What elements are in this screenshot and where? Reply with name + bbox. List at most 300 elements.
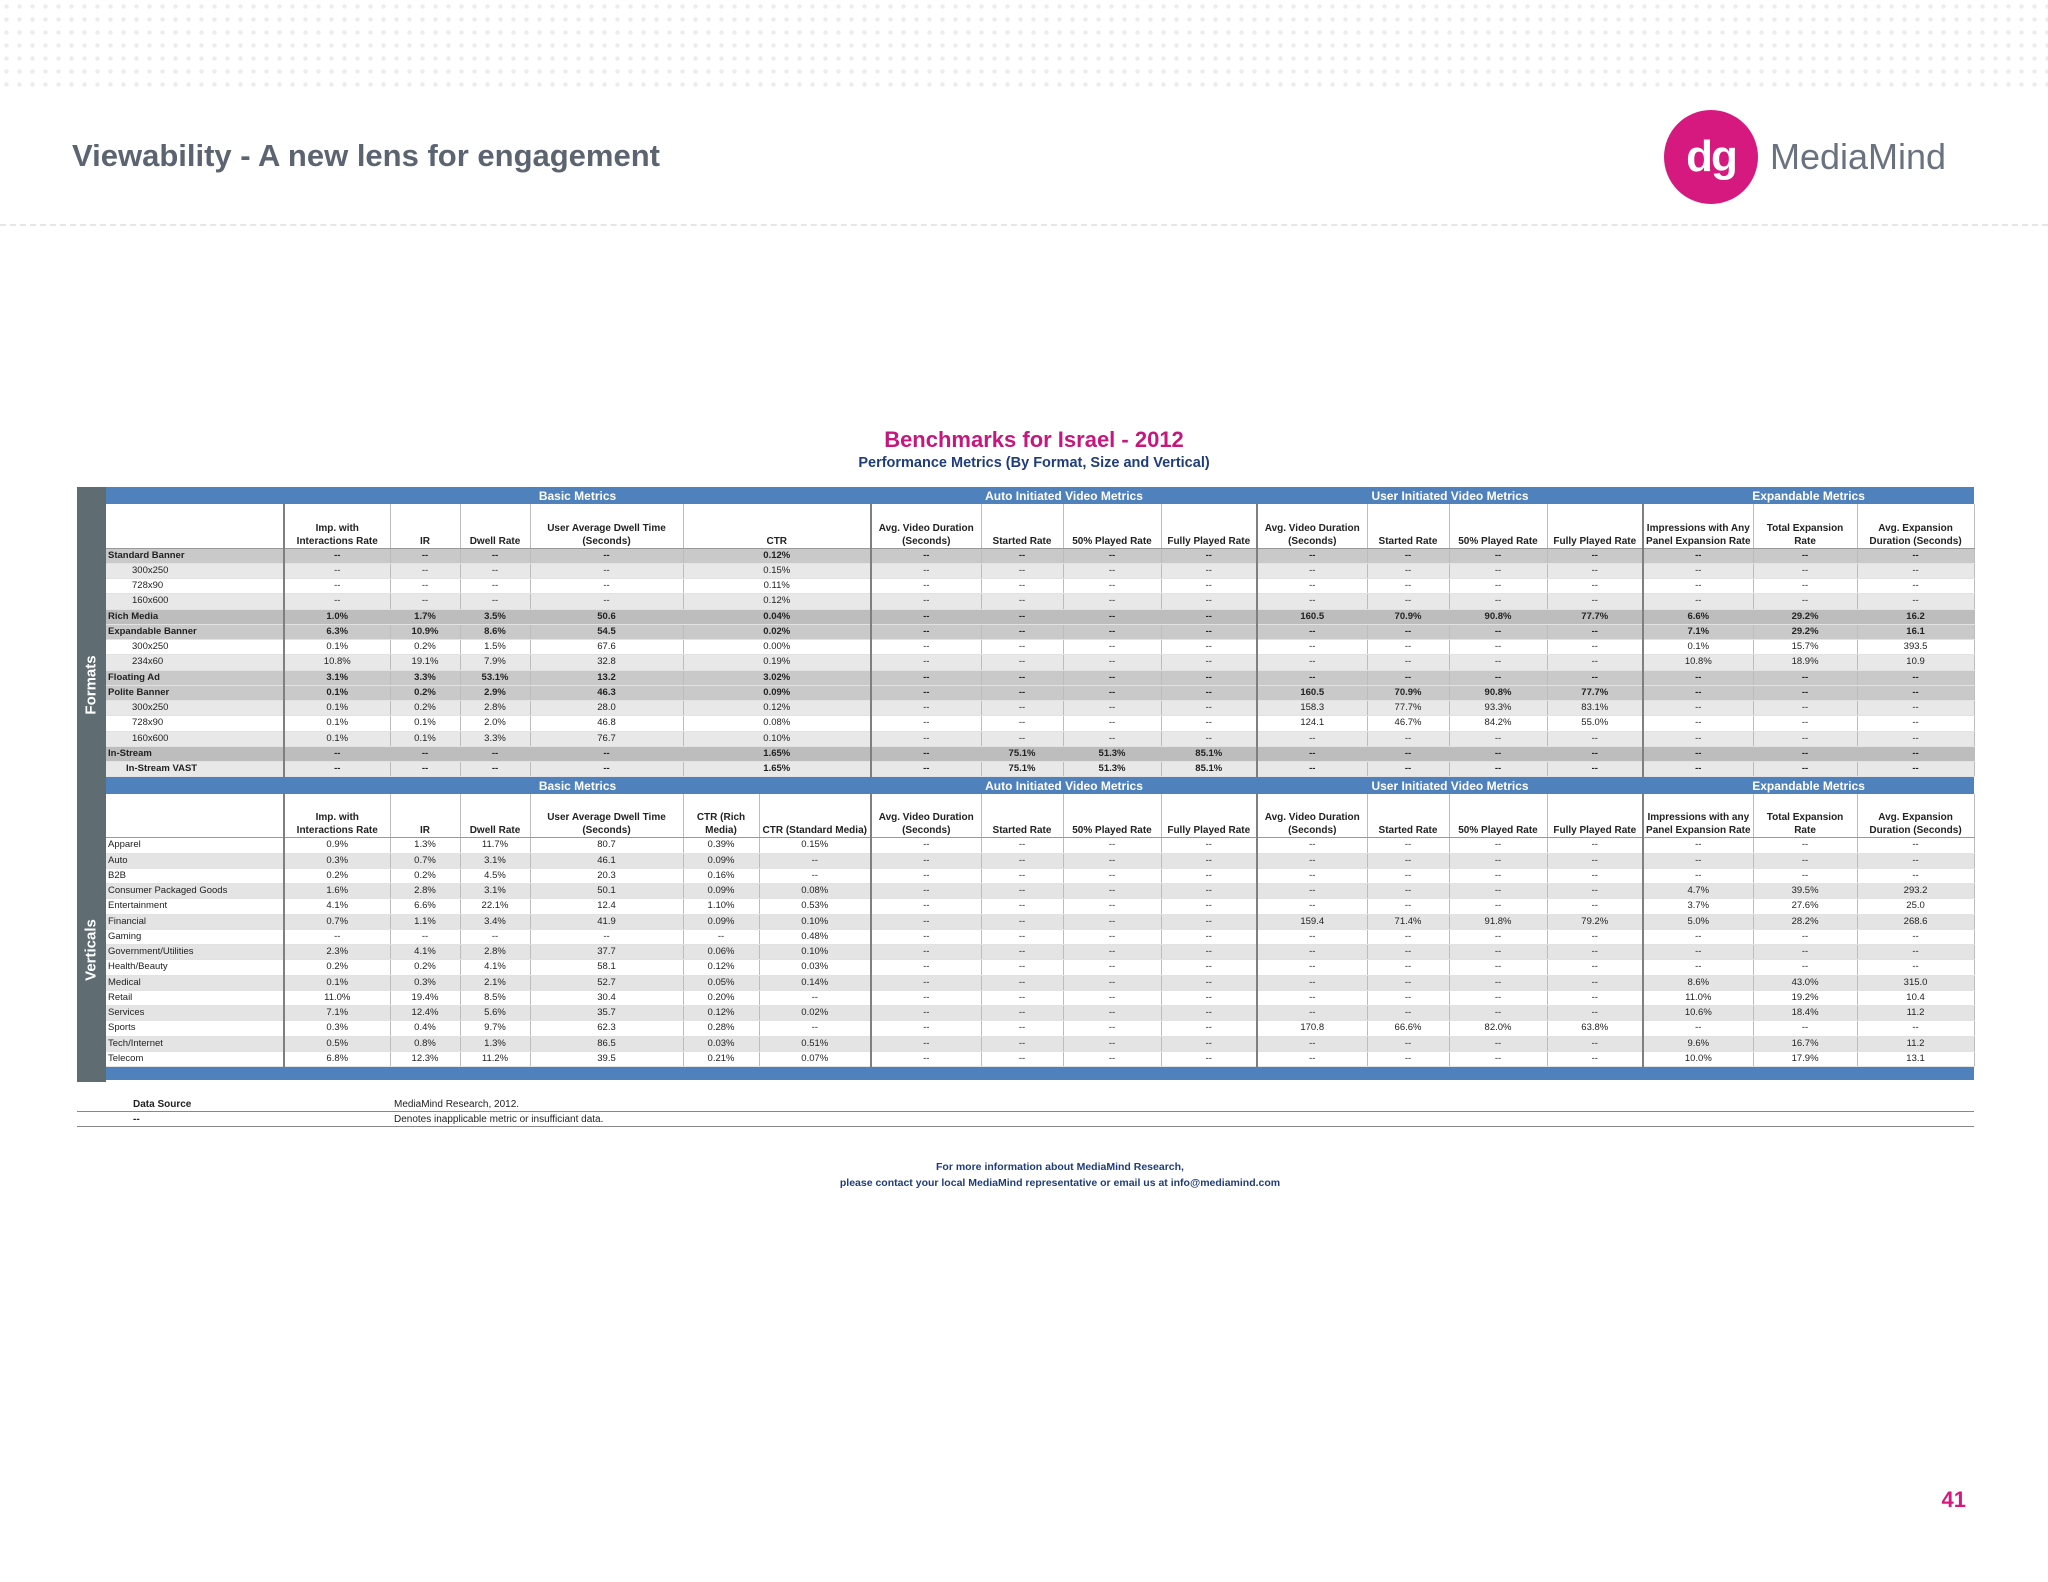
column-header: CTR <box>683 504 871 548</box>
row-label: 160x600 <box>106 731 284 746</box>
cell-value: -- <box>1857 945 1974 960</box>
cell-value: -- <box>1063 609 1161 624</box>
cell-value: -- <box>1643 701 1753 716</box>
cell-value: -- <box>871 990 981 1005</box>
cell-value: -- <box>1449 1051 1547 1066</box>
cell-value: 0.1% <box>284 975 390 990</box>
cell-value: 1.0% <box>284 609 390 624</box>
cell-value: 0.1% <box>284 640 390 655</box>
cell-value: -- <box>1367 731 1449 746</box>
contact-line-2: please contact your local MediaMind representative or email us at info@mediamind.com <box>839 1177 1281 1189</box>
cell-value: -- <box>1367 990 1449 1005</box>
cell-value: 3.02% <box>683 670 871 685</box>
cell-value: 10.6% <box>1643 1006 1753 1021</box>
verticals-column-headers <box>106 794 1974 838</box>
cell-value: 1.6% <box>284 884 390 899</box>
cell-value: -- <box>1257 853 1367 868</box>
cell-value: 0.39% <box>683 838 759 853</box>
cell-value: 2.9% <box>460 685 530 700</box>
cell-value: -- <box>981 548 1063 563</box>
cell-value: 170.8 <box>1257 1021 1367 1036</box>
cell-value: -- <box>1547 548 1643 563</box>
cell-value: -- <box>1367 655 1449 670</box>
cell-value: 5.0% <box>1643 914 1753 929</box>
cell-value: -- <box>530 548 683 563</box>
cell-value: -- <box>1547 945 1643 960</box>
cell-value: -- <box>1063 548 1161 563</box>
cell-value: 0.02% <box>683 624 871 639</box>
cell-value: -- <box>1367 594 1449 609</box>
cell-value: 0.04% <box>683 609 871 624</box>
format-row <box>106 548 1974 563</box>
cell-value: 2.0% <box>460 716 530 731</box>
cell-value: -- <box>1857 685 1974 700</box>
report-title: Benchmarks for Israel - 2012 <box>884 427 1184 452</box>
cell-value: 0.12% <box>683 548 871 563</box>
cell-value: -- <box>981 594 1063 609</box>
row-label: Consumer Packaged Goods <box>106 884 284 899</box>
column-header: Avg. Video Duration (Seconds) <box>1257 504 1367 548</box>
column-header: Total Expansion Rate <box>1753 504 1857 548</box>
contact-line-1: For more information about MediaMind Research, <box>936 1161 1184 1173</box>
benchmark-table <box>106 487 1975 1080</box>
cell-value: -- <box>1449 945 1547 960</box>
cell-value: 80.7 <box>530 838 683 853</box>
cell-value: -- <box>1063 685 1161 700</box>
cell-value: 25.0 <box>1857 899 1974 914</box>
cell-value: 3.1% <box>460 884 530 899</box>
cell-value: 0.2% <box>390 868 460 883</box>
column-header: 50% Played Rate <box>1063 504 1161 548</box>
cell-value: -- <box>871 640 981 655</box>
cell-value: -- <box>1753 838 1857 853</box>
cell-value: -- <box>1753 746 1857 761</box>
cell-value: -- <box>871 868 981 883</box>
vertical-row <box>106 929 1974 944</box>
cell-value: -- <box>1367 746 1449 761</box>
cell-value: -- <box>1547 563 1643 578</box>
cell-value: 4.1% <box>390 945 460 960</box>
cell-value: -- <box>1367 640 1449 655</box>
row-label: Polite Banner <box>106 685 284 700</box>
cell-value: 70.9% <box>1367 685 1449 700</box>
cell-value: 50.6 <box>530 609 683 624</box>
row-label: Expandable Banner <box>106 624 284 639</box>
cell-value: -- <box>1161 624 1257 639</box>
cell-value: -- <box>1643 868 1753 883</box>
cell-value: -- <box>1161 884 1257 899</box>
cell-value: -- <box>1063 624 1161 639</box>
cell-value: 85.1% <box>1161 746 1257 761</box>
cell-value: -- <box>1753 701 1857 716</box>
cell-value: -- <box>1643 685 1753 700</box>
cell-value: -- <box>1449 670 1547 685</box>
cell-value: 0.10% <box>683 731 871 746</box>
cell-value: 71.4% <box>1367 914 1449 929</box>
cell-value: -- <box>981 563 1063 578</box>
column-header: Dwell Rate <box>460 794 530 838</box>
cell-value: -- <box>1857 929 1974 944</box>
cell-value: 19.1% <box>390 655 460 670</box>
cell-value: 50.1 <box>530 884 683 899</box>
cell-value: 3.5% <box>460 609 530 624</box>
cell-value: -- <box>981 655 1063 670</box>
cell-value: 54.5 <box>530 624 683 639</box>
cell-value: -- <box>1063 731 1161 746</box>
cell-value: 0.20% <box>683 990 759 1005</box>
cell-value: 22.1% <box>460 899 530 914</box>
cell-value: -- <box>871 655 981 670</box>
cell-value: -- <box>1161 670 1257 685</box>
cell-value: -- <box>1161 716 1257 731</box>
cell-value: -- <box>1449 975 1547 990</box>
cell-value: 51.3% <box>1063 746 1161 761</box>
column-header: Avg. Video Duration (Seconds) <box>871 504 981 548</box>
cell-value: -- <box>1547 884 1643 899</box>
cell-value: -- <box>1161 868 1257 883</box>
format-row <box>106 685 1974 700</box>
cell-value: 0.11% <box>683 579 871 594</box>
cell-value: 18.9% <box>1753 655 1857 670</box>
cell-value: 93.3% <box>1449 701 1547 716</box>
cell-value: -- <box>1161 609 1257 624</box>
cell-value: -- <box>1257 929 1367 944</box>
cell-value: 0.1% <box>284 701 390 716</box>
cell-value: -- <box>1449 563 1547 578</box>
cell-value: 160.5 <box>1257 685 1367 700</box>
cell-value: -- <box>1753 548 1857 563</box>
cell-value: -- <box>1161 899 1257 914</box>
column-header: Dwell Rate <box>460 504 530 548</box>
cell-value: -- <box>1857 716 1974 731</box>
cell-value: -- <box>1161 1006 1257 1021</box>
column-header: 50% Played Rate <box>1063 794 1161 838</box>
cell-value: -- <box>1161 945 1257 960</box>
cell-value: -- <box>390 929 460 944</box>
cell-value: -- <box>1063 594 1161 609</box>
cell-value: 8.6% <box>1643 975 1753 990</box>
cell-value: 11.2 <box>1857 1036 1974 1051</box>
row-label: Retail <box>106 990 284 1005</box>
cell-value: 15.7% <box>1753 640 1857 655</box>
cell-value: 0.2% <box>390 701 460 716</box>
cell-value: -- <box>1257 945 1367 960</box>
cell-value: -- <box>1367 838 1449 853</box>
report-subtitle: Performance Metrics (By Format, Size and Vertical) <box>858 455 1210 471</box>
cell-value: -- <box>871 594 981 609</box>
cell-value: 10.0% <box>1643 1051 1753 1066</box>
cell-value: -- <box>1449 899 1547 914</box>
cell-value: -- <box>1257 640 1367 655</box>
cell-value: -- <box>1367 579 1449 594</box>
section-auto-video-metrics: Auto Initiated Video Metrics <box>871 777 1257 794</box>
cell-value: -- <box>1257 975 1367 990</box>
cell-value: 58.1 <box>530 960 683 975</box>
cell-value: 29.2% <box>1753 624 1857 639</box>
column-header: Avg. Video Duration (Seconds) <box>871 794 981 838</box>
cell-value: -- <box>1449 594 1547 609</box>
vertical-row <box>106 914 1974 929</box>
cell-value: 19.4% <box>390 990 460 1005</box>
cell-value: -- <box>1449 624 1547 639</box>
cell-value: -- <box>1367 563 1449 578</box>
cell-value: 7.1% <box>1643 624 1753 639</box>
cell-value: 79.2% <box>1547 914 1643 929</box>
column-header: User Average Dwell Time (Seconds) <box>530 504 683 548</box>
cell-value: -- <box>1063 655 1161 670</box>
cell-value: -- <box>1547 731 1643 746</box>
cell-value: -- <box>530 929 683 944</box>
cell-value: 0.1% <box>284 731 390 746</box>
cell-value: -- <box>1643 960 1753 975</box>
cell-value: 77.7% <box>1547 685 1643 700</box>
cell-value: -- <box>1857 762 1974 777</box>
cell-value: -- <box>1063 884 1161 899</box>
cell-value: 0.2% <box>284 960 390 975</box>
column-header: CTR (Rich Media) <box>683 794 759 838</box>
cell-value: -- <box>1857 563 1974 578</box>
format-row <box>106 579 1974 594</box>
cell-value: -- <box>1063 853 1161 868</box>
cell-value: 0.3% <box>284 1021 390 1036</box>
vertical-row <box>106 945 1974 960</box>
cell-value: -- <box>1547 990 1643 1005</box>
cell-value: 52.7 <box>530 975 683 990</box>
cell-value: -- <box>1547 594 1643 609</box>
cell-value: -- <box>1367 853 1449 868</box>
cell-value: 0.48% <box>759 929 871 944</box>
cell-value: -- <box>1643 762 1753 777</box>
cell-value: 39.5% <box>1753 884 1857 899</box>
cell-value: 0.4% <box>390 1021 460 1036</box>
cell-value: -- <box>981 640 1063 655</box>
cell-value: -- <box>981 914 1063 929</box>
cell-value: -- <box>871 670 981 685</box>
cell-value: -- <box>1257 838 1367 853</box>
cell-value: -- <box>1449 868 1547 883</box>
cell-value: 0.1% <box>1643 640 1753 655</box>
cell-value: 0.09% <box>683 685 871 700</box>
format-row <box>106 640 1974 655</box>
cell-value: 0.21% <box>683 1051 759 1066</box>
cell-value: 75.1% <box>981 746 1063 761</box>
cell-value: -- <box>871 975 981 990</box>
row-label: Floating Ad <box>106 670 284 685</box>
cell-value: -- <box>1547 670 1643 685</box>
cell-value: 41.9 <box>530 914 683 929</box>
cell-value: -- <box>1257 594 1367 609</box>
cell-value: 0.8% <box>390 1036 460 1051</box>
column-header: Total Expansion Rate <box>1753 794 1857 838</box>
cell-value: -- <box>460 929 530 944</box>
cell-value: 3.4% <box>460 914 530 929</box>
format-row <box>106 609 1974 624</box>
cell-value: -- <box>871 838 981 853</box>
page-number: 41 <box>1941 1487 1966 1512</box>
cell-value: 43.0% <box>1753 975 1857 990</box>
cell-value: -- <box>871 701 981 716</box>
cell-value: -- <box>1367 624 1449 639</box>
cell-value: -- <box>1449 960 1547 975</box>
cell-value: 86.5 <box>530 1036 683 1051</box>
cell-value: 7.1% <box>284 1006 390 1021</box>
cell-value: 0.1% <box>390 731 460 746</box>
cell-value: 0.28% <box>683 1021 759 1036</box>
cell-value: 0.15% <box>683 563 871 578</box>
note-key: -- <box>133 1114 140 1125</box>
cell-value: -- <box>1449 1006 1547 1021</box>
row-label: In-Stream <box>106 746 284 761</box>
cell-value: 29.2% <box>1753 609 1857 624</box>
cell-value: -- <box>530 762 683 777</box>
cell-value: -- <box>1257 655 1367 670</box>
cell-value: 11.0% <box>1643 990 1753 1005</box>
cell-value: -- <box>1063 640 1161 655</box>
cell-value: 46.3 <box>530 685 683 700</box>
cell-value: -- <box>871 548 981 563</box>
cell-value: -- <box>1643 548 1753 563</box>
cell-value: -- <box>1643 929 1753 944</box>
cell-value: -- <box>1161 960 1257 975</box>
table-sidebar <box>77 487 106 1082</box>
cell-value: -- <box>871 1006 981 1021</box>
cell-value: 0.12% <box>683 701 871 716</box>
cell-value: -- <box>1857 838 1974 853</box>
cell-value: -- <box>1753 1021 1857 1036</box>
formats-side-label: Formats <box>82 655 100 715</box>
cell-value: 0.3% <box>284 853 390 868</box>
cell-value: 16.1 <box>1857 624 1974 639</box>
cell-value: 70.9% <box>1367 609 1449 624</box>
cell-value: 0.2% <box>390 640 460 655</box>
cell-value: 6.8% <box>284 1051 390 1066</box>
cell-value: 13.1 <box>1857 1051 1974 1066</box>
cell-value: -- <box>1161 655 1257 670</box>
cell-value: 37.7 <box>530 945 683 960</box>
note-value: Denotes inapplicable metric or insufficiant data. <box>394 1114 604 1125</box>
row-label: Medical <box>106 975 284 990</box>
column-header: Fully Played Rate <box>1161 794 1257 838</box>
cell-value: 0.03% <box>759 960 871 975</box>
cell-value: 9.6% <box>1643 1036 1753 1051</box>
cell-value: -- <box>1063 945 1161 960</box>
column-header: IR <box>390 504 460 548</box>
cell-value: 11.2 <box>1857 1006 1974 1021</box>
cell-value: 1.65% <box>683 762 871 777</box>
cell-value: -- <box>390 762 460 777</box>
cell-value: 0.08% <box>759 884 871 899</box>
page-title: Viewability - A new lens for engagement <box>72 138 660 173</box>
cell-value: -- <box>1449 884 1547 899</box>
cell-value: -- <box>1257 731 1367 746</box>
cell-value: -- <box>1547 838 1643 853</box>
cell-value: 11.7% <box>460 838 530 853</box>
cell-value: 0.08% <box>683 716 871 731</box>
cell-value: 0.53% <box>759 899 871 914</box>
cell-value: 3.7% <box>1643 899 1753 914</box>
column-header: Impressions with any Panel Expansion Rate <box>1643 794 1753 838</box>
cell-value: 0.51% <box>759 1036 871 1051</box>
cell-value: 4.7% <box>1643 884 1753 899</box>
cell-value: -- <box>460 762 530 777</box>
cell-value: -- <box>981 990 1063 1005</box>
row-label: 234x60 <box>106 655 284 670</box>
cell-value: -- <box>1547 640 1643 655</box>
cell-value: -- <box>1063 1021 1161 1036</box>
column-header: Imp. with Interactions Rate <box>284 504 390 548</box>
cell-value: 5.6% <box>460 1006 530 1021</box>
cell-value: 0.1% <box>390 716 460 731</box>
cell-value: 158.3 <box>1257 701 1367 716</box>
cell-value: -- <box>1063 1006 1161 1021</box>
section-auto-video-metrics: Auto Initiated Video Metrics <box>871 487 1257 504</box>
cell-value: -- <box>1547 868 1643 883</box>
format-row <box>106 731 1974 746</box>
row-label: Health/Beauty <box>106 960 284 975</box>
cell-value: -- <box>1643 838 1753 853</box>
cell-value: -- <box>871 1021 981 1036</box>
cell-value: 1.3% <box>460 1036 530 1051</box>
cell-value: 85.1% <box>1161 762 1257 777</box>
cell-value: -- <box>1161 853 1257 868</box>
cell-value: -- <box>871 731 981 746</box>
cell-value: -- <box>1063 670 1161 685</box>
cell-value: 28.2% <box>1753 914 1857 929</box>
cell-value: -- <box>1449 929 1547 944</box>
cell-value: -- <box>1063 914 1161 929</box>
cell-value: -- <box>460 548 530 563</box>
dotted-header-band <box>0 0 2048 88</box>
cell-value: -- <box>1257 548 1367 563</box>
cell-value: -- <box>1857 746 1974 761</box>
cell-value: -- <box>981 929 1063 944</box>
cell-value: -- <box>1857 594 1974 609</box>
cell-value: -- <box>981 960 1063 975</box>
cell-value: -- <box>284 579 390 594</box>
cell-value: 10.8% <box>284 655 390 670</box>
column-header: Avg. Video Duration (Seconds) <box>1257 794 1367 838</box>
vertical-row <box>106 1006 1974 1021</box>
cell-value: -- <box>871 899 981 914</box>
formats-section <box>106 487 1974 777</box>
cell-value: -- <box>1643 563 1753 578</box>
cell-value: -- <box>1257 990 1367 1005</box>
row-label: B2B <box>106 868 284 883</box>
cell-value: -- <box>1449 853 1547 868</box>
cell-value: -- <box>1161 1051 1257 1066</box>
cell-value: 2.1% <box>460 975 530 990</box>
cell-value: 82.0% <box>1449 1021 1547 1036</box>
cell-value: 39.5 <box>530 1051 683 1066</box>
cell-value: -- <box>981 670 1063 685</box>
cell-value: 0.12% <box>683 1006 759 1021</box>
cell-value: -- <box>1367 960 1449 975</box>
cell-value: -- <box>284 548 390 563</box>
cell-value: 1.10% <box>683 899 759 914</box>
column-header: Avg. Expansion Duration (Seconds) <box>1857 504 1974 548</box>
cell-value: 76.7 <box>530 731 683 746</box>
cell-value: -- <box>1547 579 1643 594</box>
cell-value: -- <box>1257 1051 1367 1066</box>
cell-value: 12.4% <box>390 1006 460 1021</box>
cell-value: 1.1% <box>390 914 460 929</box>
table-footer-bar <box>106 1067 1974 1080</box>
cell-value: 0.16% <box>683 868 759 883</box>
cell-value: 0.09% <box>683 914 759 929</box>
cell-value: -- <box>284 594 390 609</box>
cell-value: -- <box>1063 579 1161 594</box>
row-label: Services <box>106 1006 284 1021</box>
